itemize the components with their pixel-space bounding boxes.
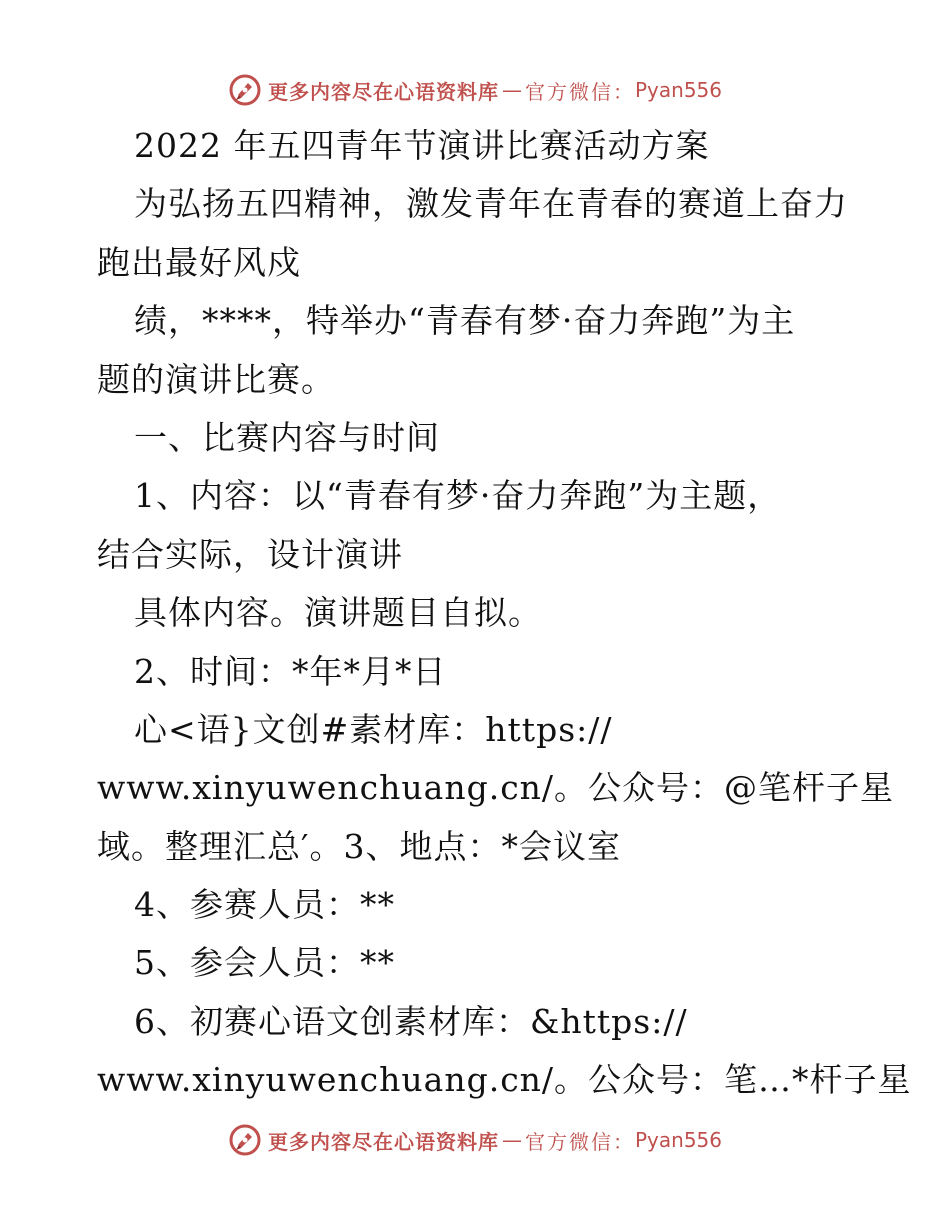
paragraph-line: 绩，****，特举办“青春有梦·奋力奔跑”为主 bbox=[134, 301, 796, 341]
paragraph-line: www.xinyuwenchuang.cn/。公众号：@笔杆子星 bbox=[97, 768, 895, 808]
watermark-wechat-id: Pyan556 bbox=[634, 78, 722, 102]
paragraph-line: 结合实际，设计演讲 bbox=[97, 534, 403, 574]
pen-nib-logo-icon bbox=[228, 73, 262, 107]
document-body bbox=[97, 117, 912, 1110]
document-title: 2022 年五四青年节演讲比赛活动方案 bbox=[134, 126, 710, 165]
paragraph-line: 2、时间：*年*月*日 bbox=[134, 651, 447, 691]
watermark-banner-bottom bbox=[0, 1120, 950, 1160]
paragraph-line: 为弘扬五四精神，激发青年在青春的赛道上奋力 bbox=[134, 184, 848, 224]
paragraph-line: 具体内容。演讲题目自拟。 bbox=[134, 593, 542, 633]
paragraph-line: 5、参会人员：** bbox=[134, 943, 395, 983]
watermark-main-text: 更多内容尽在心语资料库 bbox=[267, 1129, 499, 1154]
paragraph-line: 6、初赛心语文创素材库：&https:// bbox=[134, 1001, 688, 1041]
paragraph-line: 域。整理汇总′。3、地点：*会议室 bbox=[97, 826, 621, 866]
watermark-banner-top bbox=[0, 70, 950, 110]
watermark-colon: ： bbox=[612, 1129, 633, 1154]
section-heading: 一、比赛内容与时间 bbox=[134, 417, 440, 457]
watermark-main-text: 更多内容尽在心语资料库 bbox=[267, 79, 499, 104]
paragraph-line: 1、内容：以“青春有梦·奋力奔跑”为主题， bbox=[134, 476, 782, 516]
paragraph-line: 心<语}文创#素材库：https:// bbox=[134, 709, 613, 749]
watermark-colon: ： bbox=[612, 79, 633, 104]
paragraph-line: 跑出最好风戍 bbox=[97, 242, 301, 282]
watermark-official-label: 官方微信 bbox=[524, 1129, 613, 1154]
pen-nib-logo-icon bbox=[228, 1123, 262, 1157]
watermark-dash: — bbox=[501, 1128, 522, 1152]
paragraph-line: www.xinyuwenchuang.cn/。公众号：笔…*杆子星 bbox=[97, 1060, 912, 1100]
watermark-official-label: 官方微信 bbox=[524, 79, 613, 104]
watermark-dash: — bbox=[501, 78, 522, 102]
watermark-wechat-id: Pyan556 bbox=[634, 1128, 722, 1152]
paragraph-line: 4、参赛人员：** bbox=[134, 885, 395, 925]
paragraph-line: 题的演讲比赛。 bbox=[97, 359, 335, 399]
